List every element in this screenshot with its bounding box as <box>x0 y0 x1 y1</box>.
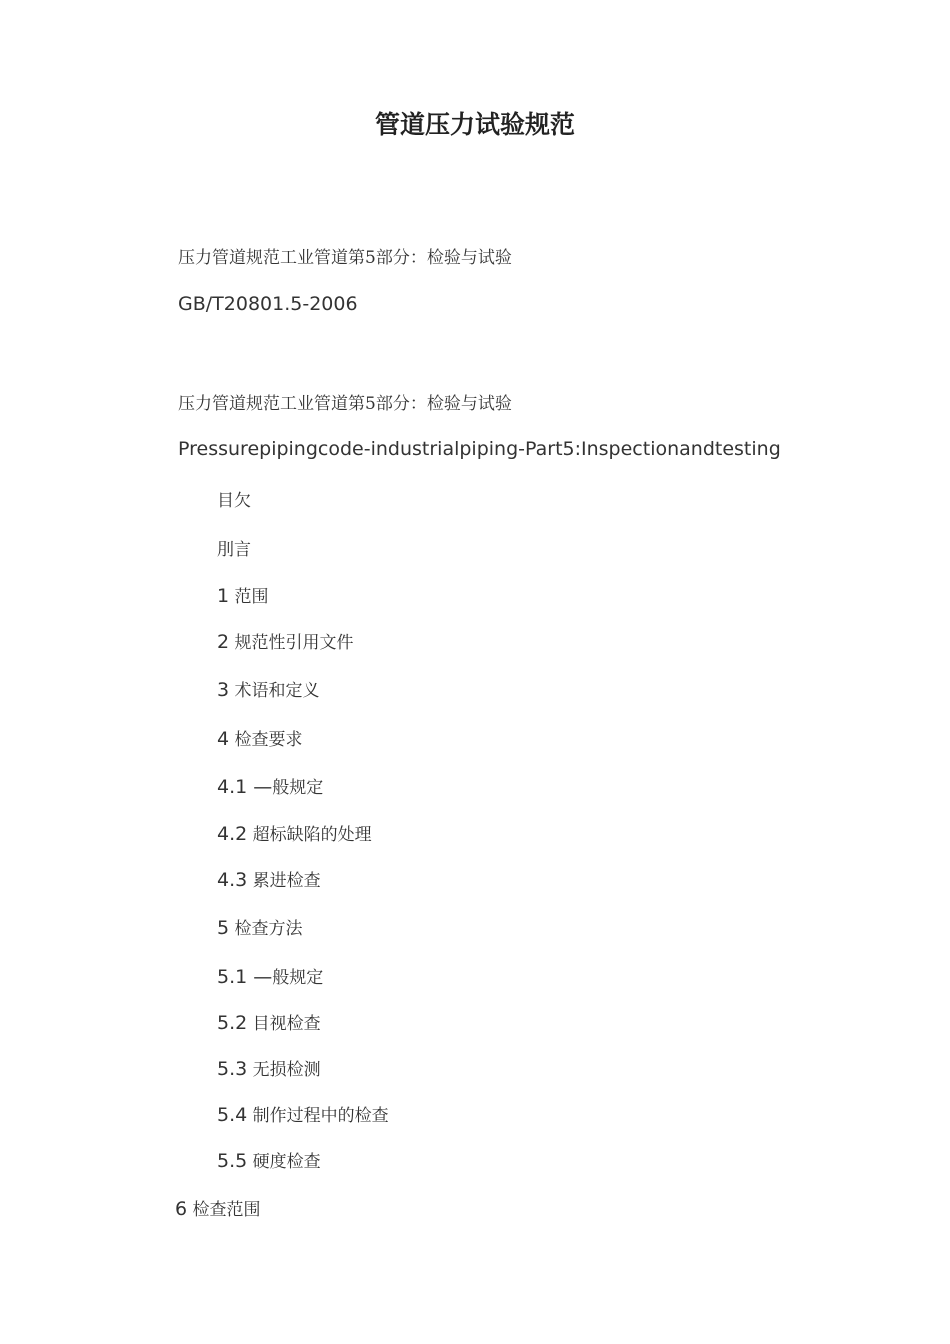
toc-item-text: 般规定 <box>272 778 324 798</box>
toc-item-text: 目欠 <box>217 491 251 511</box>
toc-item-number: 5.5 <box>217 1150 248 1172</box>
toc-item-text: 无损检测 <box>252 1060 321 1080</box>
toc-item-number: 1 <box>217 585 230 607</box>
toc-item <box>217 1149 321 1174</box>
toc-item-number: 5.2 <box>217 1012 248 1034</box>
toc-item <box>217 775 323 800</box>
toc-item-number: 4.2 <box>217 823 248 845</box>
toc-item <box>217 630 354 655</box>
toc-item-number: 2 <box>217 631 230 653</box>
toc-item-text: 检查要求 <box>234 730 303 750</box>
toc-item <box>175 1197 261 1222</box>
toc-item <box>217 584 269 609</box>
toc-item-text: 术语和定义 <box>234 681 320 701</box>
standard-title-en: Pressurepipingcode-industrialpiping-Part5:Inspectionandtesting <box>178 438 781 460</box>
toc-item <box>217 1103 389 1128</box>
toc-item <box>217 868 321 893</box>
toc-item-text: 目视检查 <box>252 1014 321 1034</box>
toc-item <box>217 678 320 703</box>
toc-item-text: 超标缺陷的处理 <box>252 825 372 845</box>
toc-item-text: 范围 <box>234 587 269 607</box>
toc-item-number: 5.1 — <box>217 966 273 988</box>
toc-item-number: 6 <box>175 1198 188 1220</box>
toc-item-number: 4.1 — <box>217 776 273 798</box>
toc-item-text: 硬度检查 <box>252 1152 321 1172</box>
toc-item <box>217 822 372 847</box>
toc-item-text: 检查范围 <box>192 1200 261 1220</box>
toc-item <box>217 1057 321 1082</box>
toc-item-number: 5 <box>217 917 230 939</box>
toc-item-text: 般规定 <box>272 968 324 988</box>
toc-item-number: 5.3 <box>217 1058 248 1080</box>
toc-item <box>217 1011 321 1036</box>
standard-title-cn: 压力管道规范工业管道第5部分：检验与试验 <box>178 248 512 268</box>
toc-item-text: 检查方法 <box>234 919 303 939</box>
toc-item <box>217 965 323 990</box>
toc-item <box>217 727 303 752</box>
toc-item-number: 4.3 <box>217 869 248 891</box>
toc-item <box>217 916 303 941</box>
toc-item-number: 4 <box>217 728 230 750</box>
toc-item-text: 累进检查 <box>252 871 321 891</box>
toc-item <box>217 489 251 513</box>
toc-item-text: 制作过程中的检查 <box>252 1106 389 1126</box>
toc-item <box>217 538 251 562</box>
document-title: 管道压力试验规范 <box>374 110 575 139</box>
toc-item-number: 3 <box>217 679 230 701</box>
standard-number: GB/T20801.5-2006 <box>178 293 358 315</box>
toc-item-text: 规范性引用文件 <box>234 633 354 653</box>
toc-item-text: 刖言 <box>217 540 251 560</box>
toc-item-number: 5.4 <box>217 1104 248 1126</box>
standard-title-cn-repeat: 压力管道规范工业管道第5部分：检验与试验 <box>178 394 512 414</box>
